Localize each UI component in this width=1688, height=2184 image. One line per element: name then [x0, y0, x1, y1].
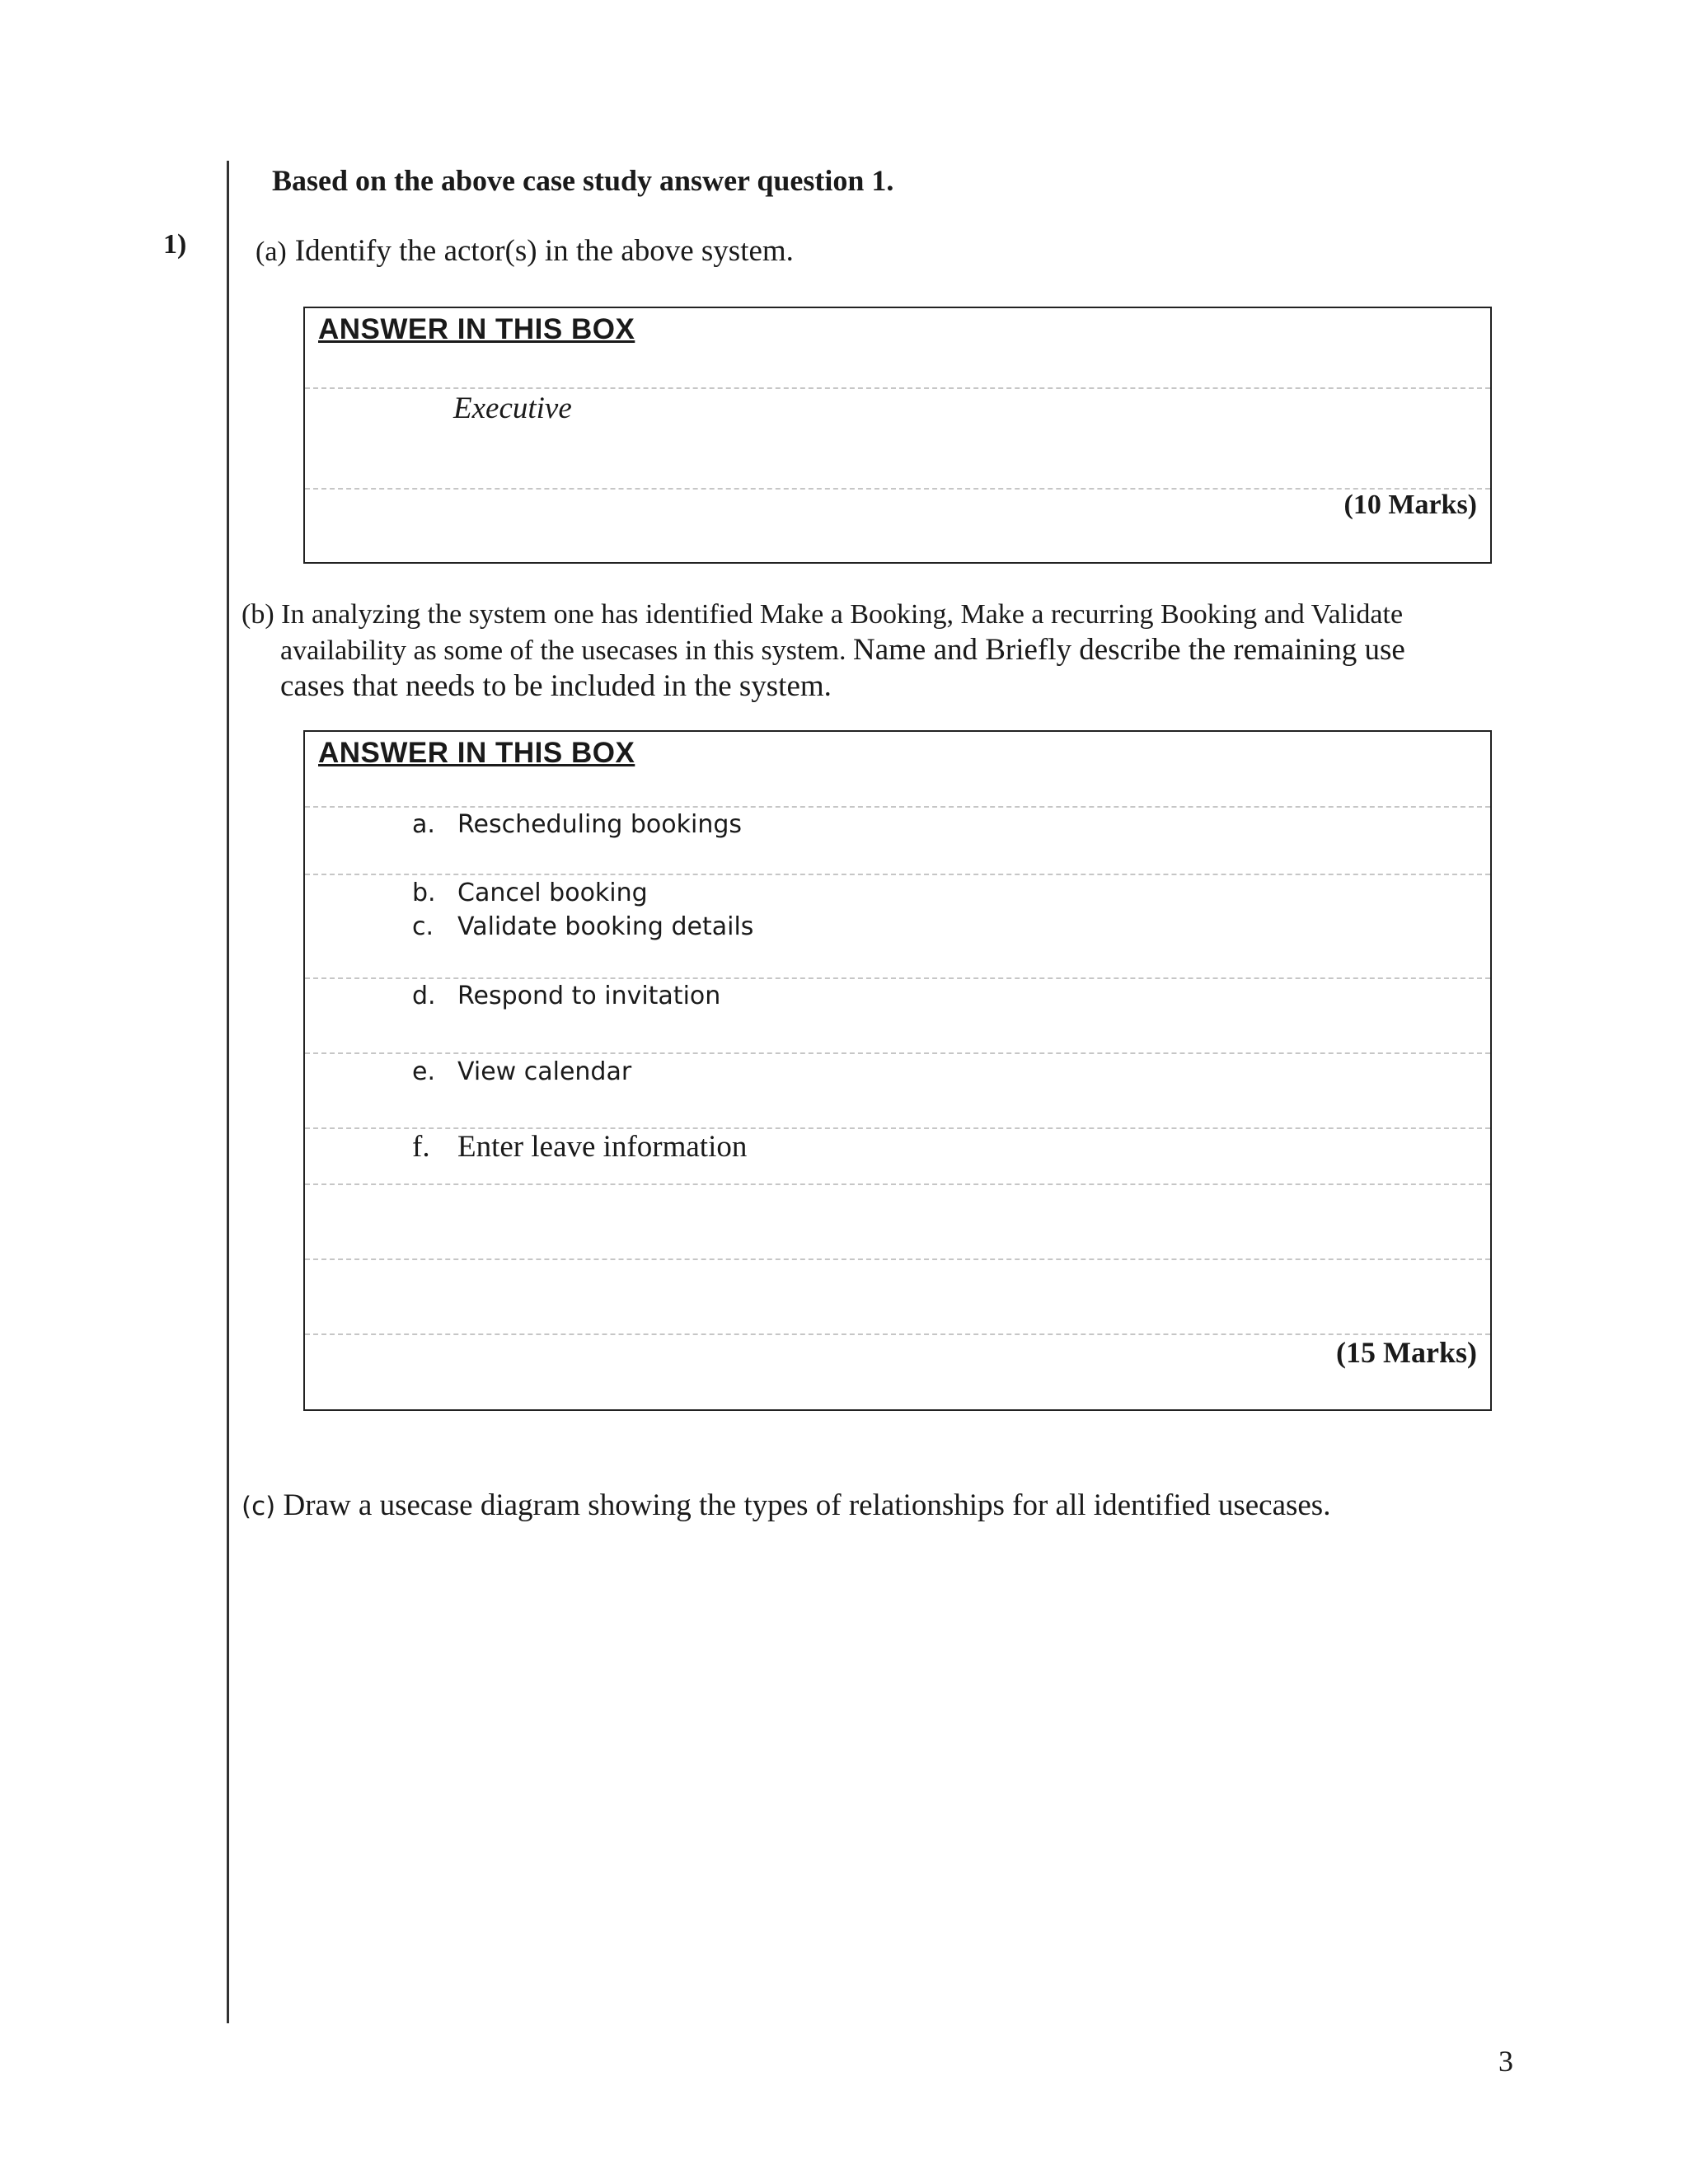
part-b-line3: cases that needs to be included in the system. [280, 669, 832, 703]
answer-line [305, 977, 1490, 979]
answer-line [305, 387, 1490, 389]
part-b-line1: In analyzing the system one has identified Make a Booking, Make a recurring Booking and Validate [281, 599, 1404, 630]
question-intro: Based on the above case study answer question 1. [272, 164, 894, 197]
part-c-prompt [241, 1488, 1330, 1523]
margin-rule [227, 161, 229, 2023]
marks-a: (10 Marks) [1343, 490, 1477, 520]
part-a-label: (a) [256, 237, 287, 267]
part-b-line2b: Name and Briefly describe the remaining use [852, 633, 1405, 667]
part-c-label: (c) [241, 1492, 276, 1521]
answer-a-text: Executive [453, 391, 572, 425]
part-b-prompt [241, 597, 1461, 704]
part-a-text: Identify the actor(s) in the above system. [294, 234, 794, 268]
answer-box-heading: ANSWER IN THIS BOX [318, 313, 635, 345]
question-number: 1) [163, 229, 187, 260]
answer-line [305, 1258, 1490, 1260]
answer-line [305, 1052, 1490, 1054]
answer-line [305, 1333, 1490, 1335]
answer-box-b[interactable]: ANSWER IN THIS BOX a. Rescheduling bookings b. Cancel booking c. Validate booking details d. Respond to invitation e. View calendar f. Enter leave information (15 Marks) [303, 730, 1492, 1411]
answer-line [305, 488, 1490, 490]
answer-line [305, 1183, 1490, 1185]
part-a-prompt [256, 233, 794, 269]
answer-line [305, 874, 1490, 875]
answer-line [305, 806, 1490, 808]
page-number: 3 [1498, 2045, 1513, 2078]
part-b-line2a: availability as some of the usecases in this system. [280, 635, 846, 666]
answer-box-heading: ANSWER IN THIS BOX [318, 737, 635, 769]
marks-b: (15 Marks) [1336, 1336, 1477, 1369]
part-b-label: (b) [241, 599, 274, 630]
answer-box-a[interactable] [303, 307, 1492, 564]
part-c-text: Draw a usecase diagram showing the types of relationships for all identified usecases. [283, 1488, 1331, 1522]
